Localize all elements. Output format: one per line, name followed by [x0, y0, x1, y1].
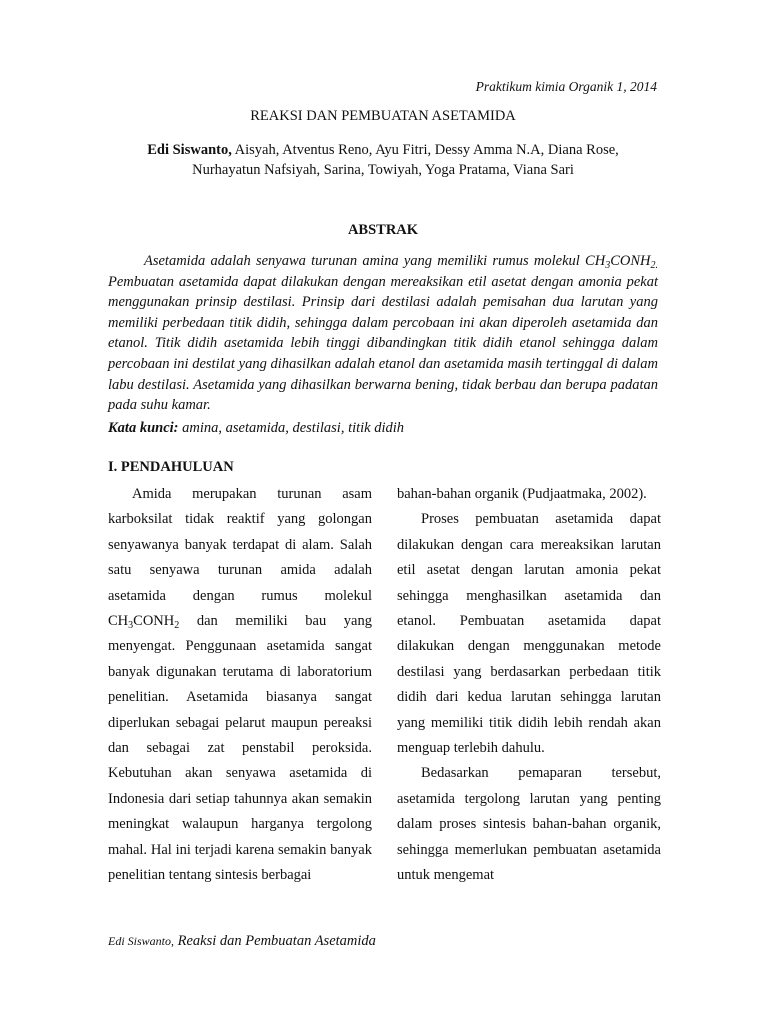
authors-line-2: Nurhayatun Nafsiyah, Sarina, Towiyah, Yoga Pratama, Viana Sari: [192, 162, 574, 178]
keywords: [108, 420, 658, 437]
running-head: Praktikum kimia Organik 1, 2014: [475, 79, 657, 94]
left-p1-subscript-1: 3: [128, 620, 134, 632]
right-paragraph-1: Proses pembuatan asetamida dapat dilakukan dengan cara mereaksikan larutan etil asetat dengan larutan amonia pekat sehingga menghasilkan asetamida dan etanol. Pembuatan asetamida dapat dilakukan dengan menggunakan metode destilasi yang berdasarkan perbedaan titik didih dari kedua larutan sehingga larutan yang memiliki titik didih lebih rendah akan menguap terlebih dahulu.: [397, 511, 661, 757]
keywords-text: amina, asetamida, destilasi, titik didih: [178, 420, 405, 436]
abstract-text: [108, 251, 658, 416]
left-column: [108, 482, 372, 889]
left-paragraph-1: [108, 482, 372, 889]
footer-author: Edi Siswanto,: [108, 934, 175, 948]
author-list: [108, 140, 658, 180]
left-p1-text-b: dan memiliki bau yang menyengat. Penggunaan asetamida sangat banyak digunakan terutama di laboratorium penelitian. Asetamida biasanya sangat diperlukan sebagai pelarut maupun pereaksi dan sebagai zat penstabil peroksida. Kebutuhan akan senyawa asetamida di Indonesia dari setiap tahunnya akan semakin meningkat walaupun harganya tergolong mahal. Hal ini terjadi karena semakin banyak penelitian tentang sintesis berbagai: [108, 613, 372, 884]
abstract-formula-mid: CONH: [610, 253, 651, 269]
left-p1-text-a: Amida merupakan turunan asam karboksilat tidak reaktif yang golongan senyawanya banyak terdapat di alam. Salah satu senyawa turunan amida adalah asetamida dengan rumus molekul CH: [108, 486, 372, 630]
left-p1-subscript-2: 2: [174, 620, 180, 632]
abstract-body: Pembuatan asetamida dapat dilakukan dengan mereaksikan etil asetat dengan amonia pekat menggunakan prinsip destilasi. Prinsip dari destilasi adalah pemisahan dua larutan yang memiliki perbedaan titik didih, sehingga dalam percobaan ini akan diperoleh asetamida dan etanol. Titik didih asetamida lebih tinggi dibandingkan titik didih etanol sehingga dalam percobaan ini destilat yang dihasilkan adalah etanol dan asetamida masih tertinggal di dalam labu destilasi. Asetamida yang dihasilkan berwarna bening, tidak berbau dan berupa padatan pada suhu kamar.: [108, 273, 658, 414]
abstract-subscript-2: 2.: [650, 260, 658, 271]
footer-title: Reaksi dan Pembuatan Asetamida: [174, 933, 376, 949]
abstract-intro: Asetamida adalah senyawa turunan amina yang memiliki rumus molekul CH: [144, 253, 606, 269]
paper-title: REAKSI DAN PEMBUATAN ASETAMIDA: [250, 108, 516, 124]
lead-author: Edi Siswanto,: [147, 142, 232, 158]
left-p1-formula-mid: CONH: [133, 613, 175, 630]
keywords-label: Kata kunci:: [108, 420, 179, 436]
page-footer: [108, 933, 658, 950]
right-paragraph-2: Bedasarkan pemaparan tersebut, asetamida tergolong larutan yang penting dalam proses sintesis bahan-bahan organik, sehingga memerlukan pembuatan asetamida untuk mengemat: [397, 765, 661, 884]
abstract-subscript-1: 3: [605, 260, 611, 271]
authors-line-1: Aisyah, Atventus Reno, Ayu Fitri, Dessy Amma N.A, Diana Rose,: [231, 142, 619, 158]
section-heading-introduction: I. PENDAHULUAN: [108, 459, 234, 475]
abstract-heading: ABSTRAK: [347, 222, 419, 238]
right-column: [397, 482, 661, 889]
right-paragraph-0: bahan-bahan organik (Pudjaatmaka, 2002).: [397, 486, 647, 502]
